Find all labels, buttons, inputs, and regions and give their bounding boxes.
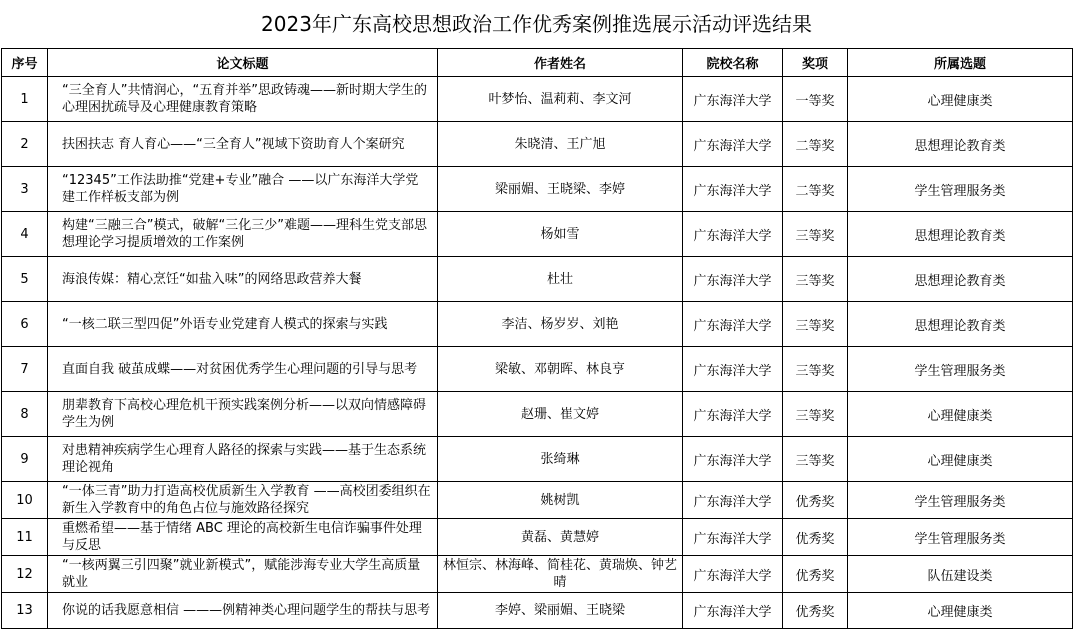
cell-school: 广东海洋大学 [683,257,783,302]
results-table [1,48,1073,629]
cell-school: 广东海洋大学 [683,122,783,167]
cell-category: 心理健康类 [848,77,1073,122]
cell-award: 二等奖 [783,167,848,212]
cell-paper-title: 对患精神疾病学生心理育人路径的探索与实践——基于生态系统理论视角 [48,437,438,482]
table-header-row [2,49,1073,77]
cell-school: 广东海洋大学 [683,593,783,629]
cell-school: 广东海洋大学 [683,556,783,593]
table-row [2,212,1073,257]
cell-category: 思想理论教育类 [848,122,1073,167]
cell-no: 5 [2,257,48,302]
cell-authors: 姚树凯 [438,482,683,519]
cell-no: 12 [2,556,48,593]
cell-category: 心理健康类 [848,392,1073,437]
cell-authors: 叶梦怡、温莉莉、李文河 [438,77,683,122]
cell-category: 心理健康类 [848,593,1073,629]
table-row [2,77,1073,122]
cell-no: 7 [2,347,48,392]
header-no: 序号 [2,49,48,77]
cell-paper-title: “一核二联三型四促”外语专业党建育人模式的探索与实践 [48,302,438,347]
cell-award: 一等奖 [783,77,848,122]
table-row [2,556,1073,593]
cell-no: 9 [2,437,48,482]
cell-award: 三等奖 [783,212,848,257]
cell-paper-title: 直面自我 破茧成蝶——对贫困优秀学生心理问题的引导与思考 [48,347,438,392]
cell-authors: 梁丽媚、王晓梁、李婷 [438,167,683,212]
cell-authors: 李婷、梁丽媚、王晓梁 [438,593,683,629]
cell-no: 4 [2,212,48,257]
cell-school: 广东海洋大学 [683,392,783,437]
cell-no: 6 [2,302,48,347]
cell-category: 学生管理服务类 [848,347,1073,392]
cell-award: 优秀奖 [783,482,848,519]
cell-paper-title: 朋辈教育下高校心理危机干预实践案例分析——以双向情感障碍学生为例 [48,392,438,437]
table-row [2,302,1073,347]
cell-award: 优秀奖 [783,593,848,629]
cell-school: 广东海洋大学 [683,77,783,122]
cell-category: 学生管理服务类 [848,482,1073,519]
table-row [2,392,1073,437]
cell-authors: 李洁、杨岁岁、刘艳 [438,302,683,347]
cell-no: 8 [2,392,48,437]
cell-category: 思想理论教育类 [848,212,1073,257]
table-row [2,519,1073,556]
cell-authors: 林恒宗、林海峰、简桂花、黄瑞焕、钟艺晴 [438,556,683,593]
header-paper-title: 论文标题 [48,49,438,77]
table-row [2,482,1073,519]
cell-category: 心理健康类 [848,437,1073,482]
table-row [2,167,1073,212]
table-row [2,437,1073,482]
header-authors: 作者姓名 [438,49,683,77]
cell-school: 广东海洋大学 [683,302,783,347]
table-row [2,347,1073,392]
cell-award: 三等奖 [783,392,848,437]
cell-authors: 黄磊、黄慧婷 [438,519,683,556]
table-row [2,257,1073,302]
cell-category: 学生管理服务类 [848,519,1073,556]
table-row [2,122,1073,167]
cell-no: 1 [2,77,48,122]
cell-award: 三等奖 [783,257,848,302]
cell-category: 思想理论教育类 [848,257,1073,302]
cell-paper-title: 海浪传媒：精心烹饪“如盐入味”的网络思政营养大餐 [48,257,438,302]
cell-school: 广东海洋大学 [683,437,783,482]
cell-award: 三等奖 [783,437,848,482]
cell-no: 10 [2,482,48,519]
header-school: 院校名称 [683,49,783,77]
cell-no: 3 [2,167,48,212]
cell-authors: 梁敏、邓朝晖、林良亨 [438,347,683,392]
cell-school: 广东海洋大学 [683,347,783,392]
cell-authors: 赵珊、崔文婷 [438,392,683,437]
cell-award: 三等奖 [783,347,848,392]
cell-award: 优秀奖 [783,519,848,556]
cell-paper-title: 构建“三融三合”模式，破解“三化三少”难题——理科生党支部思想理论学习提质增效的工作案例 [48,212,438,257]
cell-authors: 杨如雪 [438,212,683,257]
cell-authors: 张绮琳 [438,437,683,482]
header-category: 所属选题 [848,49,1073,77]
page-title: 2023年广东高校思想政治工作优秀案例推选展示活动评选结果 [261,12,812,36]
cell-school: 广东海洋大学 [683,519,783,556]
cell-category: 学生管理服务类 [848,167,1073,212]
cell-no: 13 [2,593,48,629]
cell-authors: 朱晓清、王广旭 [438,122,683,167]
cell-award: 优秀奖 [783,556,848,593]
cell-paper-title: “12345”工作法助推“党建+专业”融合 ——以广东海洋大学党建工作样板支部为例 [48,167,438,212]
cell-award: 三等奖 [783,302,848,347]
cell-school: 广东海洋大学 [683,212,783,257]
cell-school: 广东海洋大学 [683,482,783,519]
cell-paper-title: “三全育人”共情润心，“五育并举”思政铸魂——新时期大学生的心理困扰疏导及心理健康教育策略 [48,77,438,122]
cell-no: 11 [2,519,48,556]
header-award: 奖项 [783,49,848,77]
cell-category: 思想理论教育类 [848,302,1073,347]
cell-category: 队伍建设类 [848,556,1073,593]
cell-authors: 杜壮 [438,257,683,302]
cell-paper-title: “一体三青”助力打造高校优质新生入学教育 ——高校团委组织在新生入学教育中的角色占位与施效路径探究 [48,482,438,519]
cell-school: 广东海洋大学 [683,167,783,212]
cell-paper-title: 扶困扶志 育人育心——“三全育人”视域下资助育人个案研究 [48,122,438,167]
table-row [2,593,1073,629]
cell-paper-title: “一核两翼三引四聚”就业新模式”，赋能涉海专业大学生高质量就业 [48,556,438,593]
cell-no: 2 [2,122,48,167]
cell-paper-title: 重燃希望——基于情绪 ABC 理论的高校新生电信诈骗事件处理与反思 [48,519,438,556]
cell-paper-title: 你说的话我愿意相信 ———例精神类心理问题学生的帮扶与思考 [48,593,438,629]
cell-award: 二等奖 [783,122,848,167]
